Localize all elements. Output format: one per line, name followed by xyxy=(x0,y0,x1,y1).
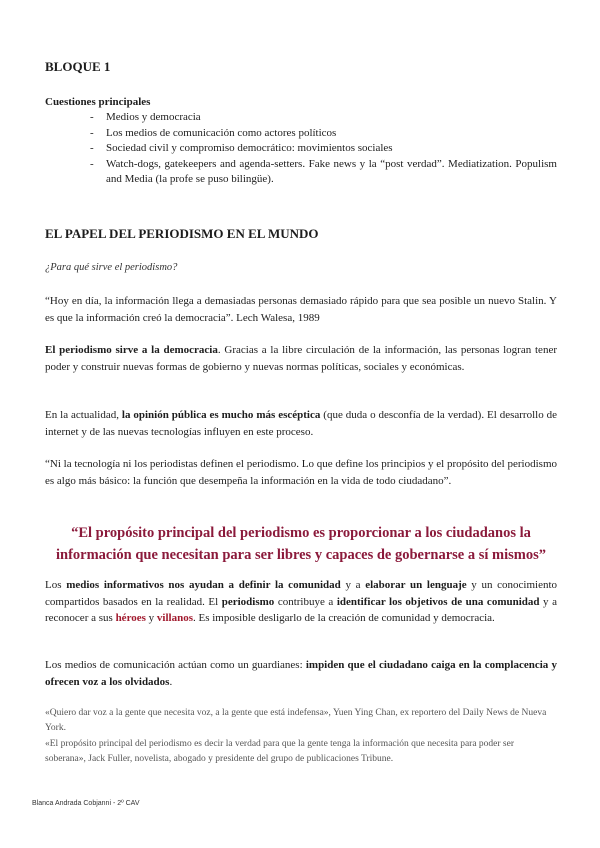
list-item: - Watch-dogs, gatekeepers and agenda-setters. Fake news y la “post verdad”. Mediatization. Populism and Media (la profe se puso bilingüe). xyxy=(90,157,557,185)
block-title: BLOQUE 1 xyxy=(45,59,111,74)
public-opinion-paragraph: En la actualidad, la opinión pública es mucho más escéptica (que duda o desconfía de la verdad). El desarrollo de internet y de las nuevas tecnologías influyen en este proceso. xyxy=(45,409,557,438)
fuller-citation: «El propósito principal del periodismo es decir la verdad para que la gente tenga la información que necesita para poder ser soberana», Jack Fuller, novelista, abogado y presidente del grupo de publicaciones Tribune. xyxy=(45,739,515,764)
list-item: - Sociedad civil y compromiso democrático: movimientos sociales xyxy=(90,142,393,154)
list-item: - Los medios de comunicación como actores políticos xyxy=(90,126,337,139)
democracy-paragraph: El periodismo sirve a la democracia. Gracias a la libre circulación de la información, las personas logran tener poder y construir nuevas formas de gobierno y nuevas normas políticas, sociales y económicas. xyxy=(45,344,557,373)
community-paragraph: Los medios informativos nos ayudan a definir la comunidad y a elaborar un lenguaje y un conocimiento compartidos basados en la realidad. El periodismo contribuye a identificar los objetivos de una comunidad y a reconocer a sus héroes y villanos. Es imposible desligarlo de la creación de comunidad y democracia. xyxy=(45,579,558,624)
section-title: EL PAPEL DEL PERIODISMO EN EL MUNDO xyxy=(45,226,319,241)
walesa-quote-paragraph: “Hoy en día, la información llega a demasiadas personas demasiado rápido para que sea posible un nuevo Stalin. Y es que la información creó la democracia”. Lech Walesa, 1989 xyxy=(45,295,557,324)
section-question: ¿Para qué sirve el periodismo? xyxy=(45,262,178,273)
guardians-paragraph: Los medios de comunicación actúan como un guardianes: impiden que el ciudadano caiga en la complacencia y ofrecen voz a los olvidados. xyxy=(45,659,557,688)
technology-paragraph: “Ni la tecnología ni los periodistas definen el periodismo. Lo que define los principios y el propósito del periodismo es algo más básico: la función que desempeña la información en la vida de todo ciudadano”. xyxy=(45,458,557,487)
page-footer: Blanca Andrada Cobjanni - 2º CAV xyxy=(32,800,140,807)
highlight-quote: “El propósito principal del periodismo es proporcionar a los ciudadanos la información que necesitan para ser libres y capaces de gobernarse a sí mismos” xyxy=(55,525,546,563)
list-item: - Medios y democracia xyxy=(90,111,201,123)
questions-heading: Cuestiones principales xyxy=(45,96,151,108)
chan-citation: «Quiero dar voz a la gente que necesita voz, a la gente que está indefensa», Yuen Ying Chan, ex reportero del Daily News de Nueva York. xyxy=(45,708,547,733)
questions-list xyxy=(90,110,557,188)
